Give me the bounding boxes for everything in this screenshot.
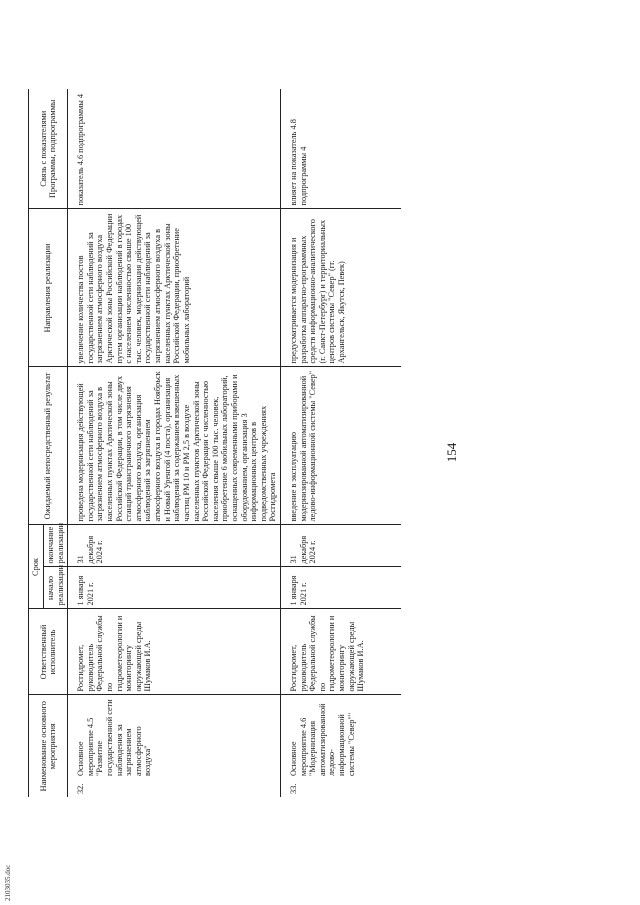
page-number: 154: [444, 442, 459, 463]
table-row: [68, 27, 281, 797]
measure-name: Основное мероприятие 4.6 "Модернизация автоматизированной ледово-информационной системы "Север"": [281, 695, 402, 779]
row-number: 33.: [281, 779, 402, 797]
implementation-directions: предусматривается модернизация и разработка аппаратно-программных средств информационно-аналитического (г. Санкт-Петербург) и территориальных центров системы "Север" (гг. Архангельск, Якутск, Певек): [281, 209, 402, 367]
header-term: Срок: [29, 525, 44, 609]
end-date: 31 декабря 2024 г.: [281, 525, 402, 567]
responsible-executor: Росгидромет, руководитель Федеральной службы по гидрометеорологии и мониторингу окружающей среды Шумаков И.А.: [68, 609, 281, 695]
row-number: 32.: [76, 783, 86, 794]
implementation-directions: увеличение количества постов государственной сети наблюдений за загрязнением атмосферного воздуха Арктической зоны Российской Федерации путем организации наблюдений в городах с населением численностью свыше 100 тыс. человек, модернизация действующей государственной сети наблюдений за загрязнением атмосферного воздуха в населенных пунктах Арктической зоны Российской Федерации, приобретение мобильных лабораторий: [68, 209, 281, 367]
indicator-link: влияет на показатель 4.8 подпрограммы 4: [281, 89, 402, 209]
expected-result: введение в эксплуатацию модернизированной автоматизированной ледово-информационной системы "Север": [281, 367, 402, 525]
expected-result: проведена модернизация действующей государственной сети наблюдений за загрязнением атмосферного воздуха в населенных пунктах Арктической зоны Российской Федерации, в том числе двух станций трансграничного загрязнения атмосферного воздуха, организация наблюдений за загрязнением атмосферного воздуха в городах Ноябрьск и Новый Уренгой (4 поста), организация наблюдений за содержанием взвешенных частиц РМ 10 и РМ 2,5 в воздухе населенных пунктов Арктической зоны Российской Федерации с численностью населения свыше 100 тыс. человек, приобретение 6 мобильных лабораторий, оснащенных современными приборами и оборудованием, организация 3 информационных центров в подведомственных учреждениях Росгидромета: [68, 367, 281, 525]
header-responsible: Ответственный исполнитель: [29, 609, 68, 695]
end-date: 31 декабря 2024 г.: [68, 525, 281, 567]
header-start: начало реализации: [44, 567, 68, 609]
header-result: Ожидаемый непосредственный результат: [29, 367, 68, 525]
start-date: 1 января 2021 г.: [281, 567, 402, 609]
header-name: Наименование основного мероприятия: [29, 695, 68, 797]
start-date: 1 января 2021 г.: [68, 567, 281, 609]
header-end: окончание реализации: [44, 525, 68, 567]
document-footer: 2103035.doc: [4, 864, 12, 901]
indicator-link: показатель 4.6 подпрограммы 4: [76, 93, 86, 206]
responsible-executor: Росгидромет, руководитель Федеральной службы по гидрометеорологии и мониторингу окружающей среды Шумаков И.А.: [281, 609, 402, 695]
measures-table: [28, 27, 401, 797]
header-link: Связь с показателями Программы, подпрограммы: [29, 89, 68, 209]
measure-name: Основное мероприятие 4.5 "Развитие государственной сети наблюдения за загрязнением атмосферного воздуха": [68, 695, 281, 779]
table-row: [281, 27, 402, 797]
header-directions: Направления реализации: [29, 209, 68, 367]
